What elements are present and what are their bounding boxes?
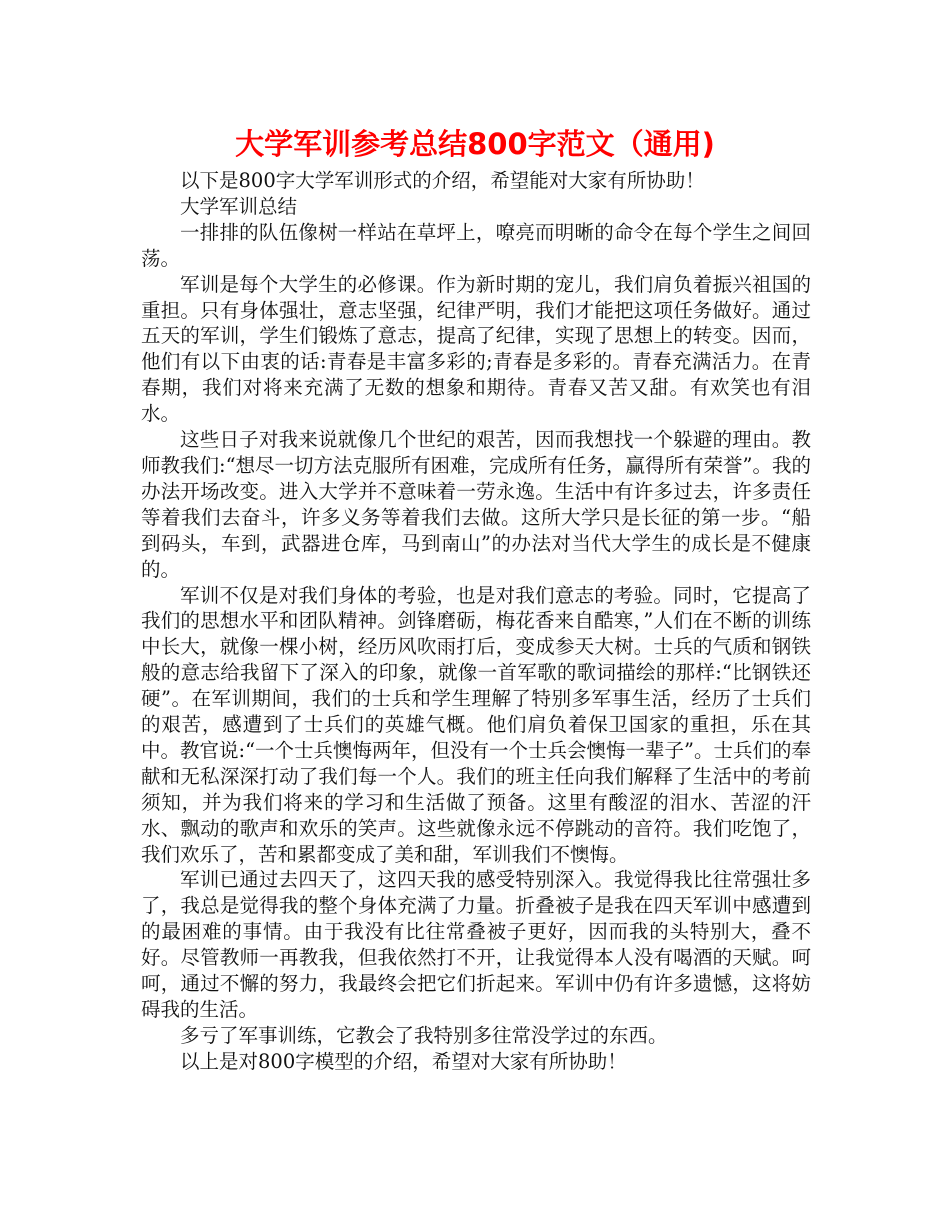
- document-title: 大学军训参考总结800字范文（通用): [235, 127, 715, 161]
- paragraph-closing: 以上是对800字模型的介绍，希望对大家有所协助！: [180, 1049, 627, 1073]
- paragraph: 这些日子对我来说就像几个世纪的艰苦，因而我想找一个躲避的理由。教师教我们:“想尽一切方法克服所有困难，完成所有任务，赢得所有荣誉”。我的办法开场改变。进入大学并不意味着一劳永逸。生活中有许多过去，许多责任等着我们去奋斗，许多义务等着我们去做。这所大学只是长征的第一步。“船到码头，车到，武器进仓库，马到南山”的办法对当代大学生的成长是不健康的。: [141, 428, 812, 581]
- paragraph: 一排排的队伍像树一样站在草坪上，嘹亮而明晰的命令在每个学生之间回荡。: [141, 220, 811, 270]
- paragraph-intro: 以下是800字大学军训形式的介绍，希望能对大家有所协助！: [180, 169, 705, 192]
- paragraph: 军训不仅是对我们身体的考验，也是对我们意志的考验。同时，它提高了我们的思想水平和团队精神。剑锋磨砺，梅花香来自酷寒，”人们在不断的训练中长大，就像一棵小树，经历风吹雨打后，变成参天大树。士兵的气质和钢铁般的意志给我留下了深入的印象，就像一首军歌的歌词描绘的那样:“比钢铁还硬”。在军训期间，我们的士兵和学生理解了特别多军事生活，经历了士兵们的艰苦，感遭到了士兵们的英雄气概。他们肩负着保卫国家的重担，乐在其中。教官说:“一个士兵懊悔两年，但没有一个士兵会懊悔一辈子”。士兵们的奉献和无私深深打动了我们每一个人。我们的班主任向我们解释了生活中的考前须知，并为我们将来的学习和生活做了预备。这里有酸涩的泪水、苦涩的汗水、飘动的歌声和欢乐的笑声。这些就像永远不停跳动的音符。我们吃饱了，我们欢乐了，苦和累都变成了美和甜，军训我们不懊悔。: [141, 583, 812, 866]
- paragraph-subtitle: 大学军训总结: [180, 194, 298, 218]
- paragraph: 军训已通过去四天了，这四天我的感受特别深入。我觉得我比往常强壮多了，我总是觉得我的整个身体充满了力量。折叠被子是我在四天军训中感遭到的最困难的事情。由于我没有比往常叠被子更好，因而我的头特别大，叠不好。尽管教师一再教我，但我依然打不开，让我觉得本人没有喝酒的天赋。呵呵，通过不懈的努力，我最终会把它们折起来。军训中仍有许多遗憾，这将妨碍我的生活。: [141, 868, 811, 1021]
- paragraph: 多亏了军事训练，它教会了我特别多往常没学过的东西。: [180, 1023, 668, 1047]
- paragraph: 军训是每个大学生的必修课。作为新时期的宠儿，我们肩负着振兴祖国的重担。只有身体强壮，意志坚强，纪律严明，我们才能把这项任务做好。通过五天的军训，学生们锻炼了意志，提高了纪律，实现了思想上的转变。因而，他们有以下由衷的话:青春是丰富多彩的;青春是多彩的。青春充满活力。在青春期，我们对将来充满了无数的想象和期待。青春又苦又甜。有欢笑也有泪水。: [141, 272, 811, 426]
- document-body: [141, 168, 811, 1075]
